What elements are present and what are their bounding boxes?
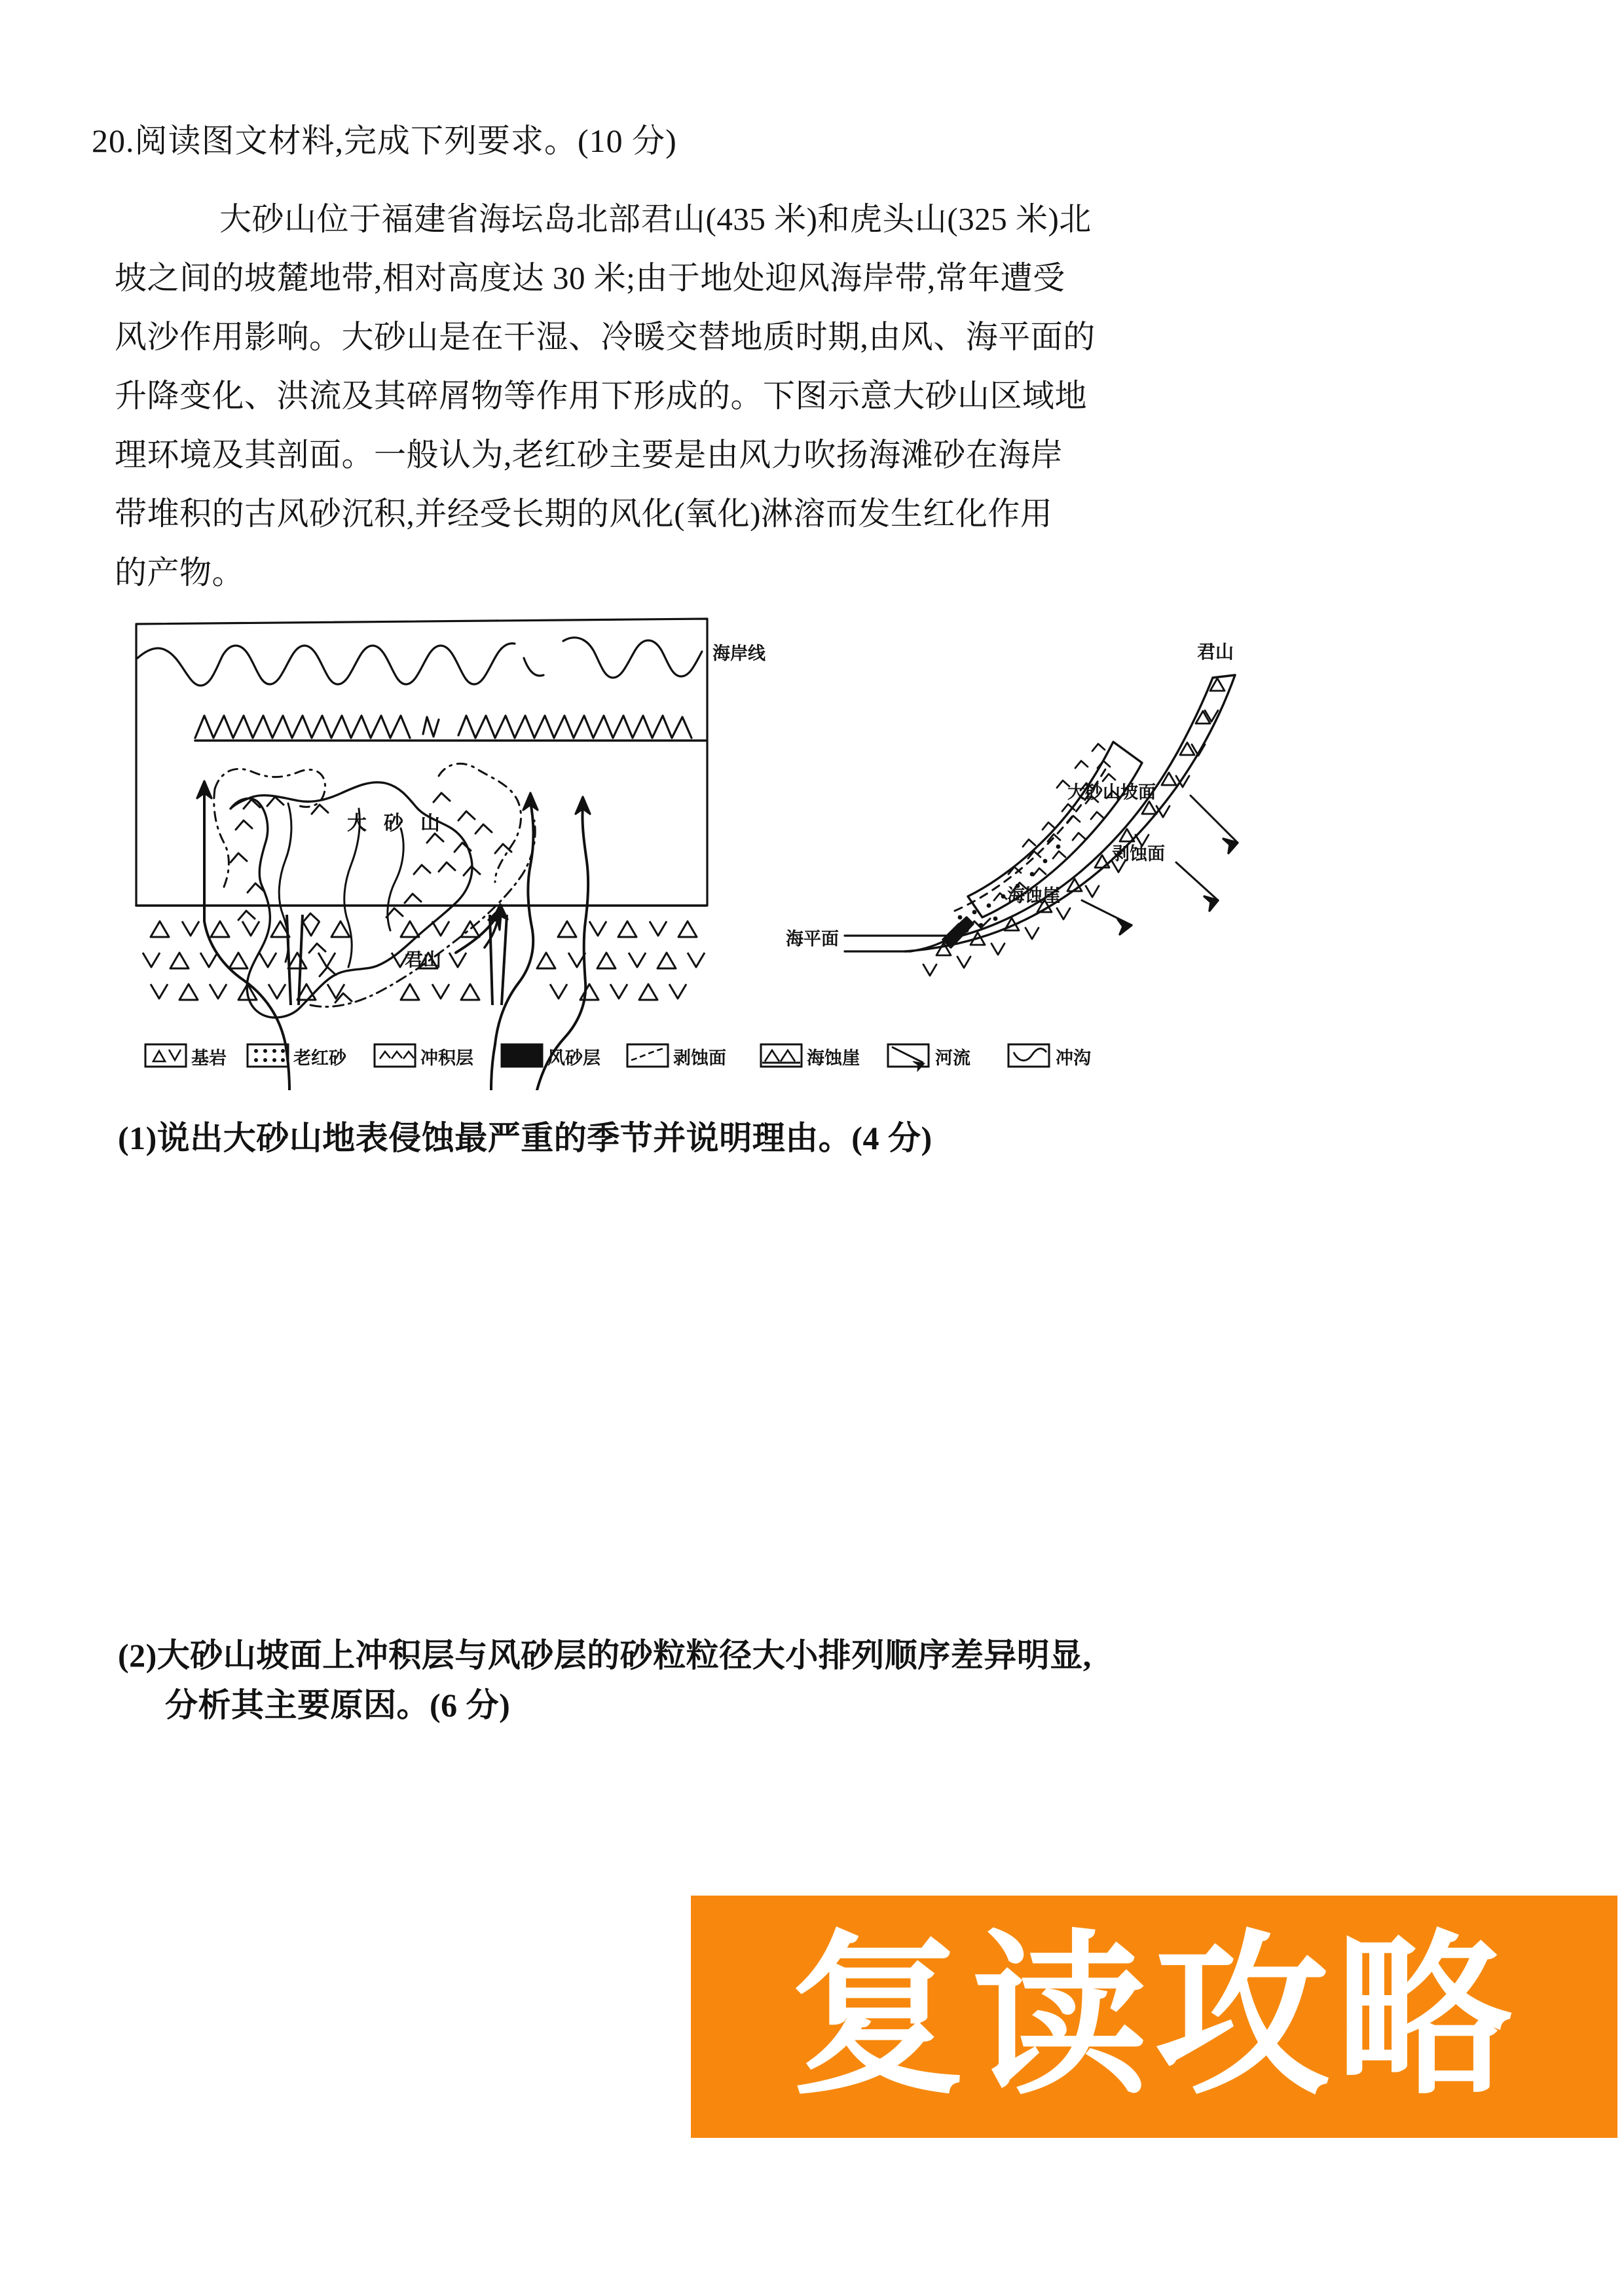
question-paragraph	[115, 190, 1287, 602]
promo-banner	[691, 1896, 1617, 2138]
paragraph-line: 升降变化、洪流及其碎屑物等作用下形成的。下图示意大砂山区域地	[115, 378, 1088, 414]
coastline-wave	[524, 658, 544, 676]
sea-cliff-hatch	[458, 716, 692, 738]
label-junshan-section: 君山	[1197, 641, 1234, 663]
legend-swatch-bedrock	[145, 1044, 186, 1067]
legend-glyph-old-red-sand	[254, 1049, 285, 1062]
label-coastline: 海岸线	[712, 644, 766, 664]
sub-question-2-text-line2: 分析其主要原因。(6 分)	[165, 1687, 511, 1723]
label-junshan-map: 君山	[405, 949, 442, 970]
map-frame	[136, 619, 707, 906]
legend-glyph-bedrock	[153, 1050, 181, 1061]
legend-item-denudation-surface	[627, 1044, 726, 1069]
label-sea-level: 海平面	[786, 929, 839, 949]
legend-label-river: 河流	[935, 1048, 970, 1069]
legend-label-aeolian-sand-layer: 风砂层	[547, 1048, 600, 1069]
dune-internal-ridge	[279, 803, 291, 962]
sub-question-1	[118, 1113, 932, 1163]
legend-swatch-old-red-sand	[248, 1044, 288, 1067]
cross-section	[845, 675, 1238, 976]
legend-item-bedrock	[145, 1044, 227, 1069]
legend-label-denudation-surface: 剥蚀面	[673, 1048, 726, 1069]
coastline-wave	[563, 638, 702, 678]
paragraph-line: 大砂山位于福建省海坛岛北部君山(435 米)和虎头山(325 米)北	[219, 201, 1092, 237]
paragraph-line: 风沙作用影响。大砂山是在干湿、冷暖交替地质时期,由风、海平面的	[115, 319, 1096, 355]
question-heading: 20.阅读图文材料,完成下列要求。(10 分)	[92, 122, 677, 159]
river-far-right	[537, 806, 588, 1090]
legend-swatch-aeolian-sand-layer	[502, 1044, 542, 1067]
sub-question-2-text-line1: (2)大砂山坡面上冲积层与风砂层的砂粒粒径大小排列顺序差异明显,	[118, 1637, 1092, 1674]
legend-label-sea-cliff: 海蚀崖	[807, 1048, 860, 1069]
coastline-wave	[138, 644, 515, 686]
label-sea-cliff: 海蚀崖	[1007, 886, 1060, 906]
sea-cliff-hatch	[423, 717, 439, 737]
promo-banner-text: 复读攻略	[790, 1915, 1519, 2119]
plan-map	[136, 619, 707, 1090]
figure-dashan-region	[131, 612, 1323, 1090]
legend-glyph-alluvial-layer	[380, 1052, 414, 1059]
figure-svg	[131, 612, 1323, 1090]
figure-legend	[145, 1044, 1091, 1071]
bedrock-row	[151, 984, 686, 1000]
sub-question-1-text: (1)说出大砂山地表侵蚀最严重的季节并说明理由。(4 分)	[118, 1120, 932, 1156]
sub-question-2	[118, 1630, 1092, 1730]
legend-glyph-sea-cliff	[765, 1050, 795, 1061]
sea-cliff-hatch	[195, 716, 410, 738]
paragraph-line: 的产物。	[115, 555, 245, 591]
leader-denudation	[1176, 862, 1218, 900]
label-dune-slope: 大砂山坡面	[1067, 782, 1156, 803]
section-top-cap	[1213, 675, 1235, 678]
legend-swatch-denudation-surface	[627, 1044, 668, 1067]
paragraph-line: 带堆积的古风砂沉积,并经受长期的风化(氧化)淋溶而发生红化作用	[115, 496, 1053, 532]
leader-arrow-sea-cliff	[1118, 919, 1132, 934]
bedrock-row	[151, 921, 697, 937]
legend-label-gully: 冲沟	[1056, 1048, 1091, 1069]
legend-label-alluvial-layer: 冲积层	[420, 1048, 473, 1069]
paragraph-line: 理环境及其剖面。一般认为,老红砂主要是由风力吹扬海滩砂在海岸	[115, 437, 1063, 473]
river-right-lower	[491, 1044, 495, 1090]
paragraph-line: 坡之间的坡麓地带,相对高度达 30 米;由于地处迎风海岸带,常年遭受	[115, 260, 1065, 296]
leader-dune-slope	[1190, 796, 1238, 843]
legend-glyph-gully	[1014, 1048, 1046, 1060]
legend-item-gully	[1008, 1044, 1091, 1069]
legend-item-sea-cliff	[761, 1044, 860, 1069]
legend-item-aeolian-sand-layer	[502, 1044, 600, 1069]
legend-item-alluvial-layer	[375, 1044, 473, 1069]
legend-item-river	[888, 1044, 970, 1071]
legend-glyph-river	[892, 1047, 923, 1063]
label-dashan: 大砂山	[347, 812, 457, 835]
legend-label-bedrock: 基岩	[191, 1048, 227, 1069]
legend-label-old-red-sand: 老红砂	[293, 1048, 346, 1069]
legend-glyph-denudation-surface	[631, 1048, 664, 1060]
legend-item-old-red-sand	[248, 1044, 347, 1069]
label-denudation-surface: 剥蚀面	[1112, 844, 1165, 864]
